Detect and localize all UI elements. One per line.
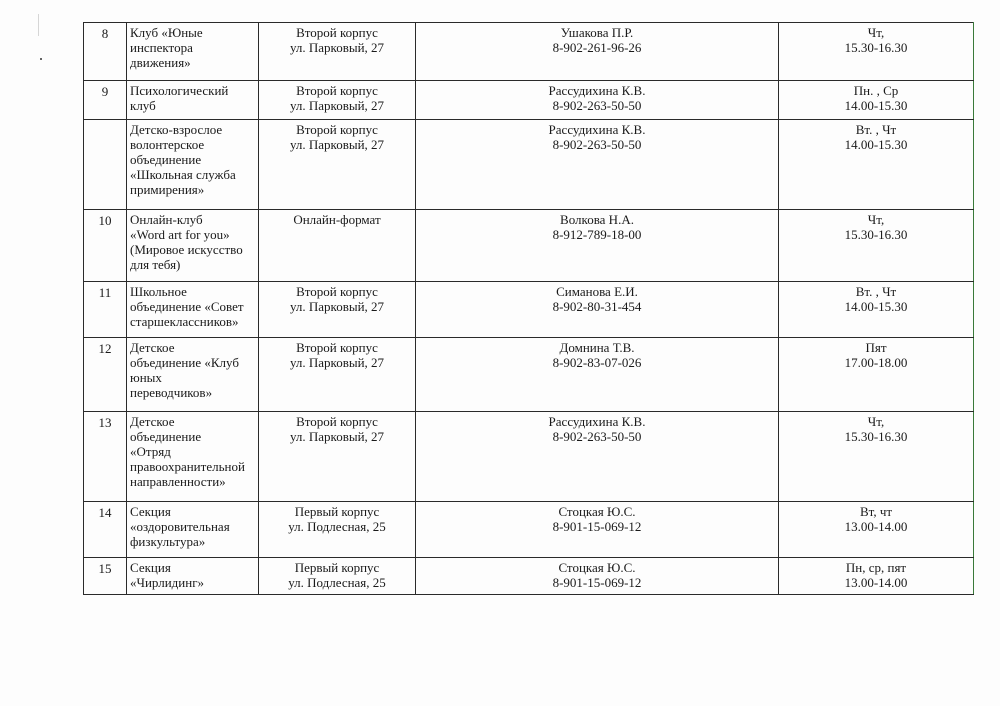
- club-name-cell: [127, 502, 259, 558]
- schedule-time-cell: [779, 210, 974, 282]
- contact-cell: [416, 81, 779, 120]
- contact-line: 8-912-789-18-00: [552, 227, 642, 242]
- contact-line: 8-902-263-50-50: [552, 137, 642, 152]
- club-name-cell: [127, 282, 259, 338]
- row-number: 9: [84, 81, 127, 120]
- contact-line: 8-902-263-50-50: [552, 98, 642, 113]
- table-row: [84, 81, 974, 120]
- row-number: 13: [84, 412, 127, 502]
- contact-line: Ушакова П.Р.: [560, 25, 634, 40]
- schedule-time-line: 15.30-16.30: [844, 227, 908, 242]
- contact-line: Домнина Т.В.: [559, 340, 635, 355]
- table-row: [84, 338, 974, 412]
- schedule-time-line: 13.00-14.00: [844, 519, 908, 534]
- contact-cell: [416, 502, 779, 558]
- club-name-line: Онлайн-клуб: [130, 212, 203, 227]
- contact-cell: [416, 120, 779, 210]
- scan-dot: [40, 58, 42, 60]
- club-name-line: волонтерское: [130, 137, 205, 152]
- schedule-time-line: 13.00-14.00: [844, 575, 908, 590]
- contact-line: Волкова Н.А.: [560, 212, 634, 227]
- club-name-cell: [127, 81, 259, 120]
- contact-cell: [416, 412, 779, 502]
- contact-line: Стоцкая Ю.С.: [558, 504, 636, 519]
- location-line: Первый корпус: [294, 560, 380, 575]
- schedule-time-cell: [779, 282, 974, 338]
- location-line: ул. Парковый, 27: [289, 429, 385, 444]
- contact-line: 8-902-263-50-50: [552, 429, 642, 444]
- schedule-time-line: Вт, чт: [859, 504, 893, 519]
- club-name-line: физкультура»: [130, 534, 206, 549]
- location-cell: [259, 282, 416, 338]
- club-name-line: Психологический: [130, 83, 229, 98]
- club-name-line: клуб: [130, 98, 156, 113]
- schedule-time-line: 15.30-16.30: [844, 429, 908, 444]
- location-cell: [259, 412, 416, 502]
- club-name-line: Детско-взрослое: [130, 122, 223, 137]
- club-name-line: «Школьная служба: [130, 167, 236, 182]
- club-name-line: переводчиков»: [130, 385, 213, 400]
- schedule-time-line: Пн, ср, пят: [845, 560, 907, 575]
- contact-line: Рассудихина К.В.: [548, 414, 646, 429]
- contact-line: 8-901-15-069-12: [552, 519, 642, 534]
- contact-cell: [416, 282, 779, 338]
- contact-line: Стоцкая Ю.С.: [558, 560, 636, 575]
- schedule-time-cell: [779, 558, 974, 595]
- schedule-time-cell: [779, 502, 974, 558]
- club-name-line: «Чирлидинг»: [130, 575, 205, 590]
- club-name-line: Секция: [130, 504, 171, 519]
- location-cell: [259, 558, 416, 595]
- schedule-time-cell: [779, 120, 974, 210]
- club-name-line: «оздоровительная: [130, 519, 230, 534]
- club-name-line: «Отряд: [130, 444, 171, 459]
- club-name-cell: [127, 23, 259, 81]
- club-name-cell: [127, 210, 259, 282]
- location-line: Первый корпус: [294, 504, 380, 519]
- row-number: 11: [84, 282, 127, 338]
- location-line: ул. Парковый, 27: [289, 98, 385, 113]
- club-name-line: Детское: [130, 340, 175, 355]
- club-name-line: объединение: [130, 429, 202, 444]
- location-cell: [259, 23, 416, 81]
- club-name-line: Клуб «Юные: [130, 25, 203, 40]
- club-name-line: объединение «Клуб: [130, 355, 239, 370]
- schedule-time-line: Чт,: [867, 25, 885, 40]
- scan-artifact: [38, 14, 39, 36]
- table-row: [84, 412, 974, 502]
- location-line: ул. Парковый, 27: [289, 355, 385, 370]
- contact-cell: [416, 23, 779, 81]
- row-number: 10: [84, 210, 127, 282]
- club-name-line: юных: [130, 370, 162, 385]
- schedule-time-line: 14.00-15.30: [844, 299, 908, 314]
- location-cell: [259, 502, 416, 558]
- club-name-line: (Мировое искусство: [130, 242, 243, 257]
- location-line: Второй корпус: [296, 340, 378, 355]
- club-name-line: правоохранительной: [130, 459, 245, 474]
- contact-line: Рассудихина К.В.: [548, 83, 646, 98]
- schedule-table: [83, 22, 974, 595]
- club-name-line: инспектора: [130, 40, 193, 55]
- contact-line: 8-902-80-31-454: [552, 299, 642, 314]
- table-row: [84, 558, 974, 595]
- contact-line: Рассудихина К.В.: [548, 122, 646, 137]
- row-number: 8: [84, 23, 127, 81]
- contact-line: 8-901-15-069-12: [552, 575, 642, 590]
- contact-cell: [416, 338, 779, 412]
- table-row: [84, 502, 974, 558]
- table-row: [84, 210, 974, 282]
- row-number: 15: [84, 558, 127, 595]
- club-name-line: объединение «Совет: [130, 299, 244, 314]
- location-line: Второй корпус: [296, 284, 378, 299]
- location-cell: [259, 81, 416, 120]
- row-number: 14: [84, 502, 127, 558]
- location-line: ул. Подлесная, 25: [288, 519, 386, 534]
- table-row: [84, 282, 974, 338]
- schedule-time-line: Чт,: [867, 414, 885, 429]
- location-line: Второй корпус: [296, 122, 378, 137]
- club-name-line: старшеклассников»: [130, 314, 239, 329]
- location-line: Второй корпус: [296, 25, 378, 40]
- contact-line: 8-902-83-07-026: [552, 355, 642, 370]
- club-name-line: Школьное: [130, 284, 187, 299]
- location-line: Второй корпус: [296, 414, 378, 429]
- club-name-cell: [127, 120, 259, 210]
- club-name-line: объединение: [130, 152, 202, 167]
- location-line: ул. Парковый, 27: [289, 137, 385, 152]
- schedule-time-line: 14.00-15.30: [844, 137, 908, 152]
- club-name-cell: [127, 558, 259, 595]
- schedule-time-cell: [779, 81, 974, 120]
- location-line: ул. Подлесная, 25: [288, 575, 386, 590]
- schedule-time-line: Чт,: [867, 212, 885, 227]
- row-number: 12: [84, 338, 127, 412]
- table-row: [84, 23, 974, 81]
- schedule-time-line: Пят: [865, 340, 887, 355]
- contact-line: 8-902-261-96-26: [552, 40, 642, 55]
- location-cell: [259, 210, 416, 282]
- schedule-table-body: [84, 23, 974, 595]
- club-name-line: Детское: [130, 414, 175, 429]
- club-name-cell: [127, 338, 259, 412]
- club-name-line: направленности»: [130, 474, 226, 489]
- schedule-time-line: 15.30-16.30: [844, 40, 908, 55]
- contact-cell: [416, 558, 779, 595]
- location-cell: [259, 120, 416, 210]
- club-name-line: примирения»: [130, 182, 205, 197]
- schedule-time-line: Вт. , Чт: [855, 284, 897, 299]
- location-line: ул. Парковый, 27: [289, 40, 385, 55]
- schedule-time-line: 17.00-18.00: [844, 355, 908, 370]
- schedule-time-cell: [779, 338, 974, 412]
- table-row: [84, 120, 974, 210]
- schedule-time-cell: [779, 23, 974, 81]
- club-name-line: движения»: [130, 55, 191, 70]
- location-line: Второй корпус: [296, 83, 378, 98]
- club-name-line: Секция: [130, 560, 171, 575]
- row-number: [84, 120, 127, 210]
- schedule-time-line: Пн. , Ср: [853, 83, 899, 98]
- schedule-time-line: 14.00-15.30: [844, 98, 908, 113]
- club-name-cell: [127, 412, 259, 502]
- location-cell: [259, 338, 416, 412]
- location-line: Онлайн-формат: [293, 212, 381, 227]
- schedule-time-cell: [779, 412, 974, 502]
- club-name-line: для тебя): [130, 257, 181, 272]
- location-line: ул. Парковый, 27: [289, 299, 385, 314]
- schedule-time-line: Вт. , Чт: [855, 122, 897, 137]
- contact-line: Симанова Е.И.: [556, 284, 638, 299]
- club-name-line: «Word art for you»: [130, 227, 230, 242]
- contact-cell: [416, 210, 779, 282]
